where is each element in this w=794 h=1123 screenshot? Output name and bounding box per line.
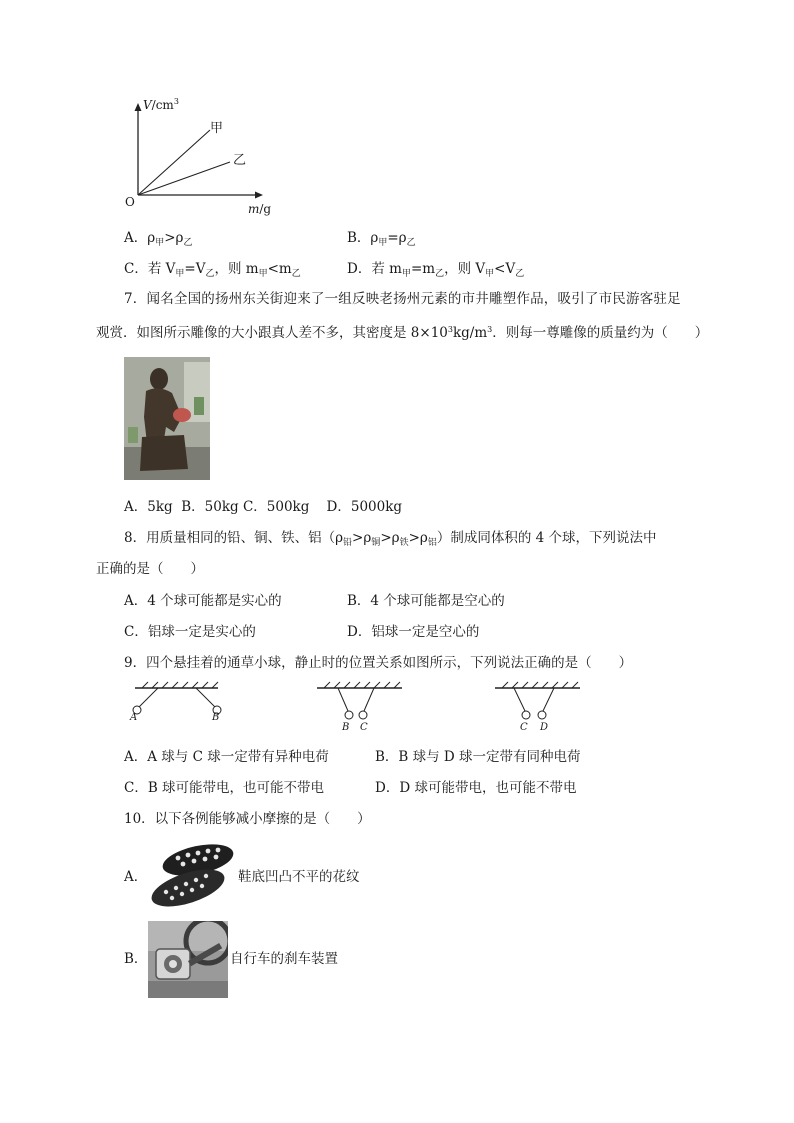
fig1-label-right: B — [212, 712, 220, 723]
q10-stem: 10．以下各例能够减小摩擦的是（ ） — [124, 811, 371, 827]
pith-ball-figure-3 — [490, 680, 590, 728]
q10-option-a-label: A． — [124, 869, 148, 885]
q8-option-b: B．4 个球可能都是空心的 — [347, 593, 505, 609]
q8-stem-line1: 8．用质量相同的铅、铜、铁、铝$(\rho_铅>\rho_铜>\rho_铁>\rho_铝)$制成同体积的 4 个球，下列说法中 — [124, 530, 657, 548]
q6-option-b: B．$\rho_甲=\rho_乙$ — [347, 230, 416, 248]
q7-options: A．5kg B．50kg C．500kg D．5000kg — [124, 499, 403, 515]
q7-stem-line2: 观赏．如图所示雕像的大小跟真人差不多，其密度是 $8\times 10^3kg/m^3$．则每一尊雕像的质量约为（ ） — [96, 325, 709, 341]
q9-option-c: C．B 球可能带电，也可能不带电 — [124, 780, 325, 796]
q6-option-c: C．若 $V_甲=V_乙$，则 $m_甲<m_乙$ — [124, 261, 301, 279]
q9-option-b: B．B 球与 D 球一定带有同种电荷 — [375, 749, 581, 765]
q10-option-b-label: B． — [124, 951, 148, 967]
fig3-label-right: D — [540, 722, 549, 733]
q10-option-a-text: 鞋底凹凸不平的花纹 — [238, 869, 360, 885]
statue-photo — [124, 357, 210, 480]
q8-option-d: D．铝球一定是空心的 — [347, 624, 480, 640]
fig3-label-left: C — [520, 722, 528, 733]
x-axis-label: m/g — [248, 202, 272, 216]
line-yi-label: 乙 — [233, 153, 247, 168]
line-yi — [138, 162, 230, 195]
shoe-sole-photo — [148, 840, 238, 912]
fig2-label-left: B — [342, 722, 350, 733]
line-jia — [138, 130, 210, 195]
fig2-label-right: C — [360, 722, 368, 733]
x-axis-arrow — [255, 192, 263, 199]
q8-option-a: A．4 个球可能都是实心的 — [124, 593, 282, 609]
q9-option-a: A．A 球与 C 球一定带有异种电荷 — [124, 749, 329, 765]
graph-origin-label: O — [125, 195, 135, 209]
q10-option-b-text: 自行车的刹车装置 — [230, 951, 338, 967]
line-jia-label: 甲 — [210, 121, 224, 136]
q9-option-d: D．D 球可能带电，也可能不带电 — [375, 780, 577, 796]
q8-stem-line2: 正确的是（ ） — [96, 561, 204, 577]
pith-ball-figure-2 — [312, 680, 412, 728]
y-axis-arrow — [135, 103, 142, 111]
pith-ball-figure-1 — [120, 680, 240, 728]
q9-stem: 9．四个悬挂着的通草小球，静止时的位置关系如图所示，下列说法正确的是（ ） — [124, 655, 633, 671]
bike-brake-photo — [148, 921, 228, 998]
y-axis-label: $V/cm^3$ — [143, 97, 179, 112]
q8-option-c: C．铝球一定是实心的 — [124, 624, 256, 640]
q6-option-d: D．若 $m_甲=m_乙$，则 $V_甲<V_乙$ — [347, 261, 525, 279]
q7-stem-line1: 7．闻名全国的扬州东关街迎来了一组反映老扬州元素的市井雕塑作品，吸引了市民游客驻足 — [124, 291, 681, 307]
fig1-label-left: A — [130, 712, 138, 723]
q6-option-a: A．$\rho_甲>\rho_乙$ — [124, 230, 193, 248]
